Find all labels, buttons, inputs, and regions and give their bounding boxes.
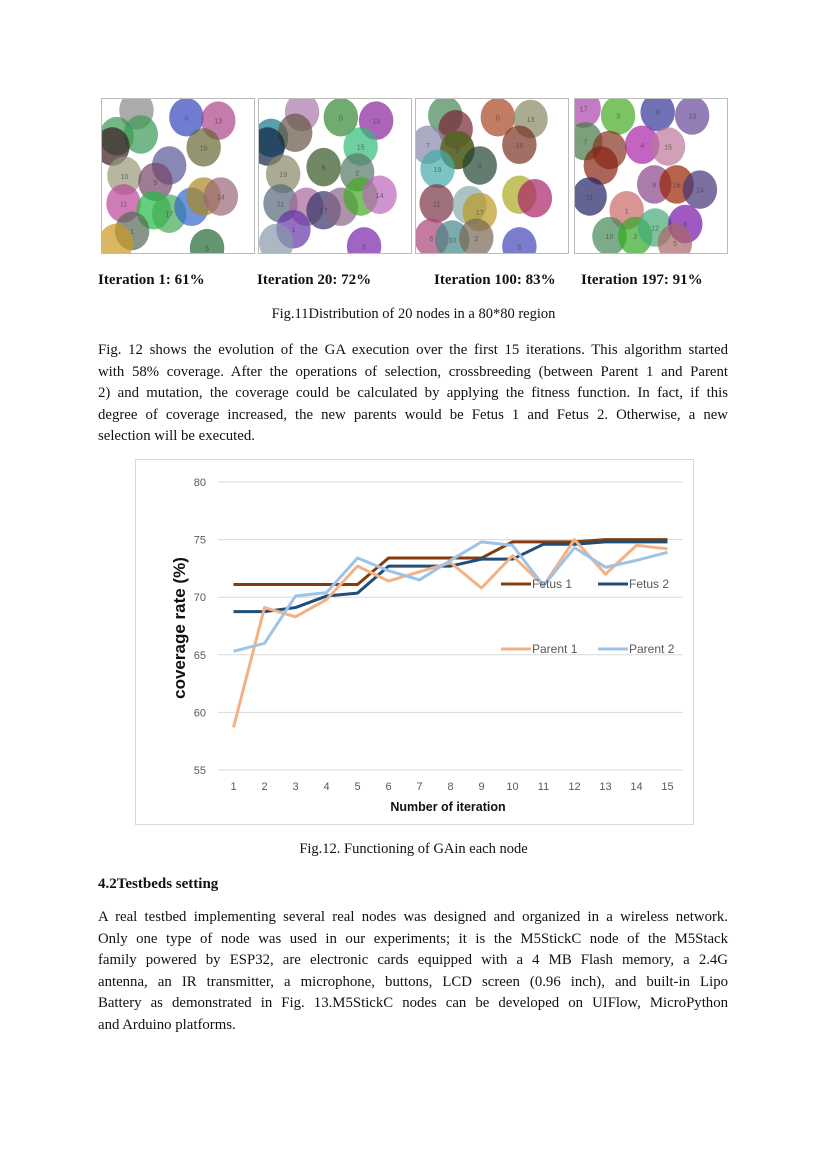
text-line: Fig. 12 shows the evolution of the GA execution over the first 15 iterations. This algorithm started <box>98 342 728 358</box>
x-tick-label: 8 <box>447 781 454 793</box>
text-line: with 58% coverage. After the operations of selection, crossbreeding (between Parent 1 and Parent <box>98 363 728 380</box>
x-tick-label: 14 <box>630 781 643 793</box>
legend-label: Parent 2 <box>629 642 675 656</box>
node-label: 11 <box>276 200 285 209</box>
x-tick-label: 3 <box>292 781 299 793</box>
x-tick-label: 6 <box>385 781 392 793</box>
node-label: 19 <box>433 165 442 174</box>
iteration-caption: Iteration 100: 83% <box>434 272 556 288</box>
y-tick-label: 75 <box>193 534 206 547</box>
node-map-panel-1 <box>101 98 255 254</box>
iteration-caption: Iteration 1: 61% <box>98 272 205 288</box>
node-label: 1 <box>624 207 629 216</box>
node-label: 2 <box>474 234 479 243</box>
x-axis-label: Number of iteration <box>390 800 506 814</box>
node-label: 1 <box>291 226 296 235</box>
node-label: 5 <box>362 243 367 252</box>
paragraph-2 <box>98 907 728 1037</box>
iteration-caption: Iteration 20: 72% <box>257 272 372 288</box>
legend-item <box>598 577 669 591</box>
node-label: 7 <box>583 138 588 147</box>
node-label: 10 <box>448 236 457 245</box>
node-label: 13 <box>526 115 535 124</box>
node-label: 12 <box>651 224 660 233</box>
node-label: 2 <box>633 233 638 242</box>
series-line-fetus-2 <box>234 542 668 612</box>
section-heading: 4.2Testbeds setting <box>98 876 219 892</box>
node-label: 0 <box>338 114 343 123</box>
x-tick-label: 13 <box>599 781 612 793</box>
text-line: degree of coverage increased, the new parents would be Fetus 1 and Fetus 2. Otherwise, a new <box>98 406 728 423</box>
node-label: 14 <box>216 193 225 202</box>
node-label: 13 <box>688 112 697 121</box>
coverage-chart <box>135 459 694 825</box>
text-line: Only one type of node was used in our experiments; it is the M5StickC node of the M5Stack <box>98 930 728 947</box>
x-tick-label: 15 <box>661 781 674 793</box>
x-tick-label: 4 <box>323 781 330 793</box>
node-map <box>259 99 411 253</box>
text-line: antenna, an IR transmitter, a microphone, buttons, LCD screen (0.96 inch), and built-in Lipo <box>98 973 728 990</box>
text-line: family powered by ESP32, are electronic cards equipped with a 4 MB Flash memory, a 2.4G <box>98 952 728 969</box>
node-label: 13 <box>214 117 223 126</box>
text-line: 2) and mutation, the coverage could be calculated by applying the fitness function. In fact, if this <box>98 385 728 402</box>
y-tick-label: 70 <box>193 592 206 605</box>
legend-label: Fetus 2 <box>629 577 670 591</box>
series-line-parent-1 <box>234 540 668 728</box>
node-label: 0 <box>184 114 189 123</box>
node-label: 15 <box>199 144 208 153</box>
x-tick-label: 10 <box>506 781 519 793</box>
node-map-panel-4 <box>574 98 728 254</box>
legend-item <box>501 577 572 591</box>
text-line: Battery as demonstrated in Fig. 13.M5StickC nodes can be developed on UIFlow, MicroPython <box>98 995 728 1012</box>
text-line: and Arduino platforms. <box>98 1016 236 1033</box>
node-label: 6 <box>429 234 434 243</box>
legend-item <box>598 642 675 656</box>
node-label: 13 <box>372 117 381 126</box>
node-label: 15 <box>664 143 672 152</box>
legend-item <box>501 642 578 656</box>
y-tick-label: 55 <box>193 765 206 777</box>
x-tick-label: 9 <box>478 781 485 793</box>
text-line: A real testbed implementing several real nodes was designed and organized in a wireless network. <box>98 909 728 925</box>
node-label: 10 <box>605 233 614 242</box>
x-tick-label: 1 <box>230 781 237 793</box>
node-label: 14 <box>375 191 384 200</box>
x-tick-label: 5 <box>354 781 361 793</box>
node-label: 15 <box>515 141 524 150</box>
legend-label: Parent 1 <box>532 642 578 656</box>
x-tick-label: 12 <box>568 781 581 793</box>
x-tick-label: 7 <box>416 781 423 793</box>
node-map <box>575 99 727 253</box>
node-label: 4 <box>640 141 645 150</box>
node-map-panel-3 <box>415 98 569 254</box>
x-tick-label: 2 <box>261 781 268 793</box>
chart-svg <box>136 460 693 824</box>
x-tick-label: 11 <box>537 781 550 793</box>
node-label: 15 <box>356 143 365 152</box>
node-label: 8 <box>321 164 326 173</box>
node-label: 7 <box>426 141 431 150</box>
node-label: 17 <box>165 210 174 219</box>
node-label: 9 <box>153 178 158 187</box>
node-map-panel-2 <box>258 98 412 254</box>
node-label: 0 <box>495 114 500 123</box>
node-label: 0 <box>655 109 660 118</box>
node-label: 11 <box>432 200 441 209</box>
node-label: 11 <box>585 193 594 202</box>
node-label: 14 <box>695 186 704 195</box>
node-label: 5 <box>205 245 210 253</box>
node-label: 9 <box>455 146 460 155</box>
node-label: 2 <box>355 169 360 178</box>
node-label: 17 <box>475 209 484 218</box>
node-label: 8 <box>652 181 657 190</box>
y-tick-label: 80 <box>193 477 206 489</box>
node-label: 11 <box>119 200 128 209</box>
node-map <box>102 99 254 253</box>
node-map <box>416 99 568 253</box>
y-axis-label: coverage rate (%) <box>170 557 189 699</box>
node-label: 19 <box>279 171 288 180</box>
y-tick-label: 65 <box>193 649 206 662</box>
figure-11-caption: Fig.11Distribution of 20 nodes in a 80*80 region <box>271 306 556 322</box>
y-tick-label: 60 <box>193 707 206 720</box>
node-label: 5 <box>672 240 677 249</box>
node-label: 1 <box>130 227 135 236</box>
paragraph-1 <box>98 340 728 448</box>
node-label: 17 <box>579 105 588 114</box>
node-label: 16 <box>672 181 681 190</box>
node-label: 5 <box>517 243 522 252</box>
node-label: 3 <box>616 112 621 121</box>
text-line: selection will be executed. <box>98 428 255 445</box>
iteration-caption: Iteration 197: 91% <box>581 272 703 288</box>
coverage-circle <box>518 179 552 218</box>
node-label: 10 <box>120 172 129 181</box>
node-label: 6 <box>683 221 688 230</box>
coverage-circles <box>575 99 717 253</box>
legend-label: Fetus 1 <box>532 577 573 591</box>
node-label: 8 <box>477 162 482 171</box>
figure-12-caption: Fig.12. Functioning of GAin each node <box>299 841 528 857</box>
node-label: 17 <box>319 207 328 216</box>
